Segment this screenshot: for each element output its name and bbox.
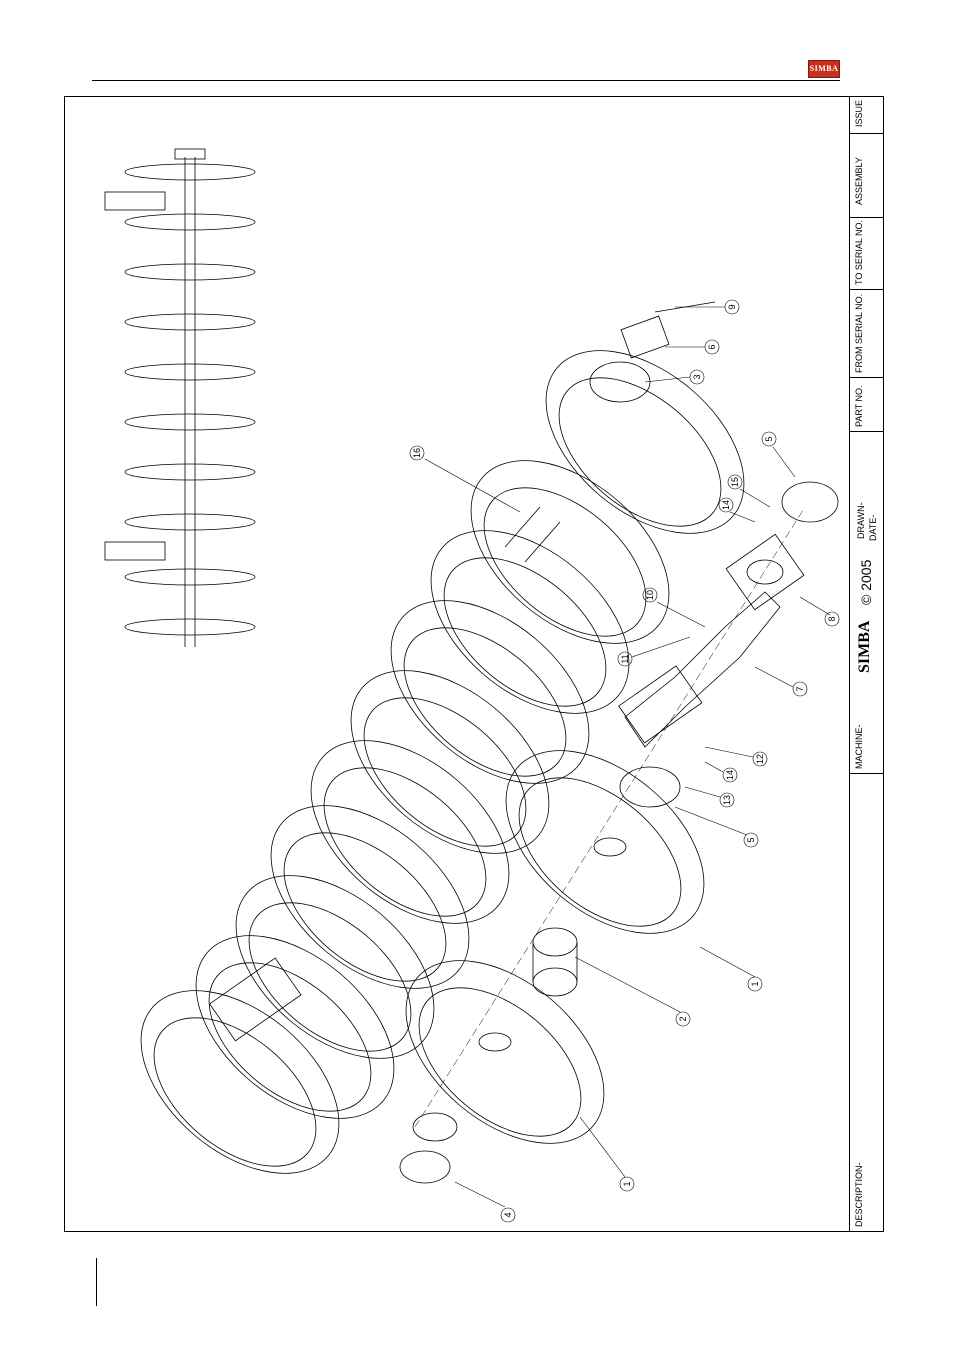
svg-text:15: 15 [730, 476, 740, 488]
svg-text:4: 4 [503, 1212, 513, 1218]
callout-1b [580, 1117, 634, 1191]
svg-text:11: 11 [620, 654, 630, 664]
svg-text:5: 5 [746, 837, 756, 843]
callout-6 [665, 340, 719, 354]
callout-12 [705, 747, 767, 766]
svg-text:14: 14 [721, 499, 731, 511]
svg-text:16: 16 [412, 447, 422, 459]
machine-label: MACHINE- [854, 724, 864, 769]
exploded-parts-drawing [65, 97, 849, 1231]
callout-7 [755, 667, 807, 696]
svg-text:7: 7 [795, 686, 805, 692]
callout-10 [643, 588, 705, 627]
copyright-text: © 2005 [858, 559, 874, 605]
title-block [849, 97, 884, 1231]
callout-15 [728, 475, 770, 507]
svg-text:12: 12 [755, 753, 765, 765]
callout-13 [685, 787, 734, 807]
drawing-frame [64, 96, 884, 1232]
simba-logo: SIMBA [808, 60, 840, 78]
callout-4 [455, 1182, 515, 1222]
from-serial-label: FROM SERIAL NO. [854, 293, 864, 373]
callout-5a [675, 807, 758, 847]
svg-text:3: 3 [692, 374, 702, 380]
callout-9 [675, 300, 739, 314]
description-label: DESCRIPTION- [854, 1162, 864, 1227]
callout-8 [800, 597, 839, 626]
svg-text:1: 1 [750, 981, 760, 987]
svg-text:13: 13 [722, 794, 732, 806]
issue-label: ISSUE [854, 99, 864, 127]
part-no-label: PART NO. [854, 385, 864, 427]
callout-5b [762, 432, 795, 477]
inset-assembly-view [105, 149, 255, 647]
callout-1a [700, 947, 762, 991]
svg-text:14: 14 [725, 769, 735, 781]
drawn-label: DRAWN- [856, 502, 866, 539]
disc-gang [107, 314, 778, 1209]
header-rule [92, 80, 840, 81]
svg-text:6: 6 [707, 344, 717, 350]
svg-text:5: 5 [764, 436, 774, 442]
callout-14a [705, 762, 737, 782]
callout-2 [575, 957, 690, 1026]
svg-text:8: 8 [827, 616, 837, 622]
assembly-label: ASSEMBLY [854, 157, 864, 205]
svg-text:2: 2 [678, 1016, 688, 1022]
callout-16 [410, 446, 520, 512]
margin-rule [96, 1258, 97, 1306]
simba-brand: SIMBA [856, 620, 873, 673]
to-serial-label: TO SERIAL NO. [854, 219, 864, 285]
svg-text:1: 1 [622, 1181, 632, 1187]
date-label: DATE- [868, 514, 878, 541]
svg-text:9: 9 [727, 304, 737, 310]
callout-11 [618, 637, 690, 666]
svg-text:10: 10 [645, 589, 655, 601]
